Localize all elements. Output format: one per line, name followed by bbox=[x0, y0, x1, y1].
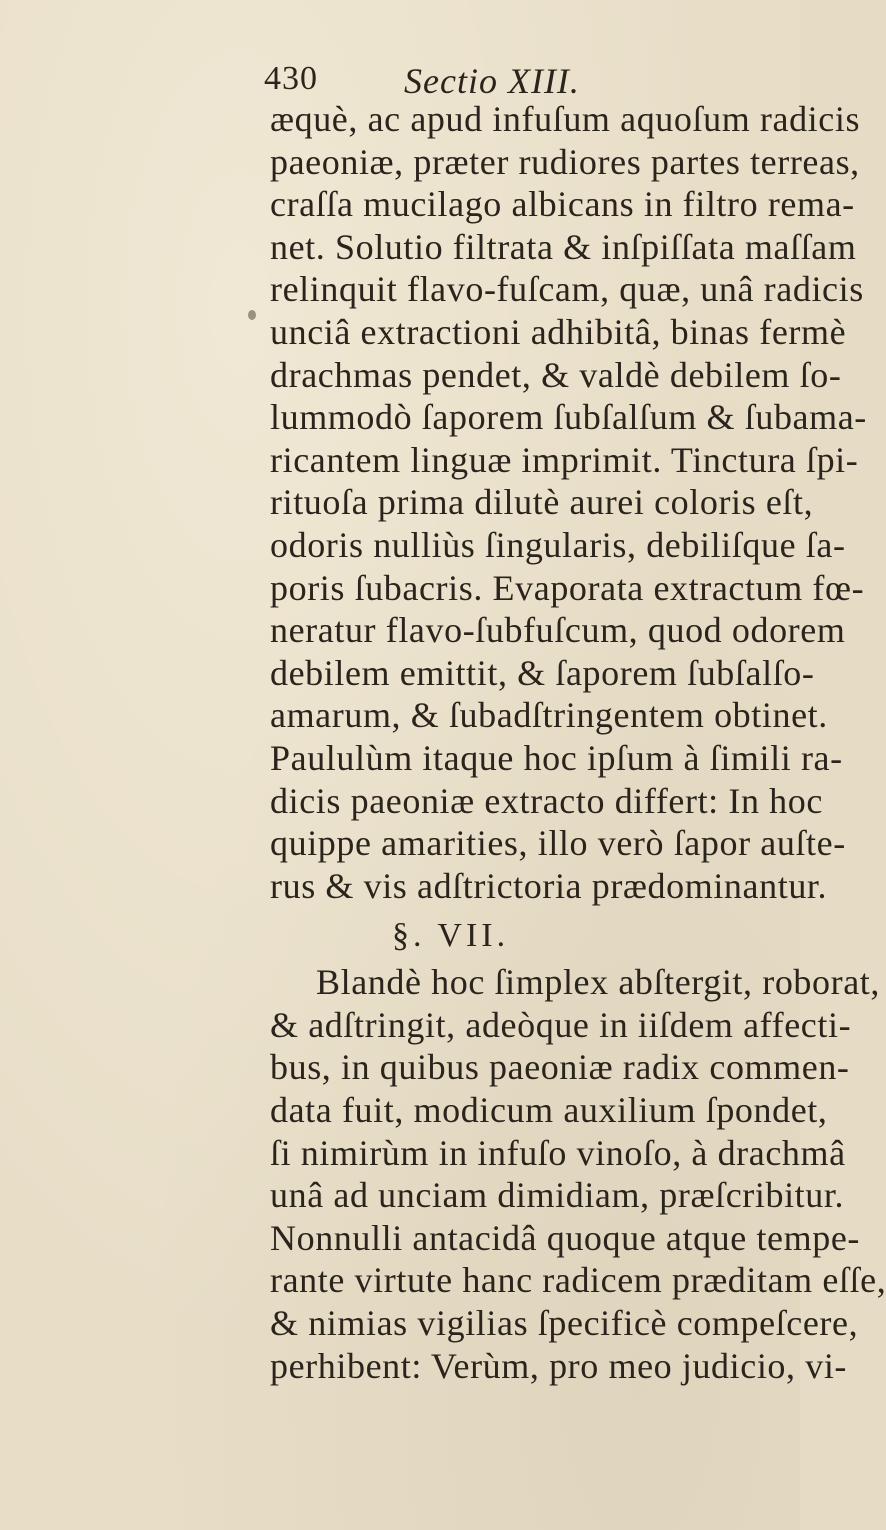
text-line: data fuit, modicum auxilium ſpondet, bbox=[270, 1090, 828, 1131]
text-line: lummodò ſaporem ſubſalſum & ſubama- bbox=[270, 397, 867, 438]
text-line: amarum, & ſubadſtringentem obtinet. bbox=[270, 695, 828, 736]
margin-ink-spot bbox=[248, 310, 256, 320]
text-line: poris ſubacris. Evaporata extractum fœ- bbox=[270, 567, 865, 608]
text-line: Paululùm itaque hoc ipſum à ſimili ra- bbox=[270, 737, 843, 778]
text-line: ſi nimirùm in infuſo vinoſo, à drachmâ bbox=[270, 1132, 846, 1173]
text-line: net. Solutio filtrata & inſpiſſata maſſam bbox=[270, 226, 857, 267]
section-heading: §. VII. bbox=[392, 917, 510, 955]
body-text bbox=[270, 98, 886, 1387]
text-line: ricantem linguæ imprimit. Tinctura ſpi- bbox=[270, 439, 859, 480]
text-line: dicis paeoniæ extracto differt: In hoc bbox=[270, 780, 823, 821]
text-line: & nimias vigilias ſpecificè compeſcere, bbox=[270, 1303, 859, 1344]
text-line: debilem emittit, & ſaporem ſubſalſo- bbox=[270, 652, 815, 693]
text-line: rus & vis adſtrictoria prædominantur. bbox=[270, 865, 828, 906]
running-head: Sectio XIII. bbox=[404, 61, 580, 101]
text-line: Blandè hoc ſimplex abſtergit, roborat, bbox=[316, 962, 880, 1003]
text-line: neratur flavo-ſubfuſcum, quod odorem bbox=[270, 610, 846, 651]
text-line: odoris nulliùs ſingularis, debiliſque ſa- bbox=[270, 524, 846, 565]
text-line: rituoſa prima dilutè aurei coloris eſt, bbox=[270, 482, 814, 523]
text-line: drachmas pendet, & valdè debilem ſo- bbox=[270, 354, 842, 395]
paragraph-2 bbox=[270, 961, 886, 1387]
text-line: bus, in quibus paeoniæ radix commen- bbox=[270, 1047, 850, 1088]
paragraph-1 bbox=[270, 98, 867, 907]
text-line: rante virtute hanc radicem præditam eſſe, bbox=[270, 1260, 886, 1301]
text-line: & adſtringit, adeòque in iiſdem affecti- bbox=[270, 1004, 852, 1045]
text-line: craſſa mucilago albicans in filtro rema- bbox=[270, 184, 855, 225]
text-line: æquè, ac apud infuſum aquoſum radicis bbox=[270, 99, 861, 139]
text-line: relinquit flavo-fuſcam, quæ, unâ radicis bbox=[270, 269, 864, 310]
text-line: unciâ extractioni adhibitâ, binas fermè bbox=[270, 311, 847, 352]
page-number: 430 bbox=[264, 60, 318, 97]
text-line: perhibent: Verùm, pro meo judicio, vi- bbox=[270, 1345, 848, 1386]
text-line: Nonnulli antacidâ quoque atque tempe- bbox=[270, 1217, 861, 1258]
text-line: quippe amarities, illo verò ſapor auſte- bbox=[270, 823, 846, 864]
text-line: unâ ad unciam dimidiam, præſcribitur. bbox=[270, 1175, 845, 1216]
text-line: paeoniæ, præter rudiores partes terreas, bbox=[270, 141, 860, 182]
